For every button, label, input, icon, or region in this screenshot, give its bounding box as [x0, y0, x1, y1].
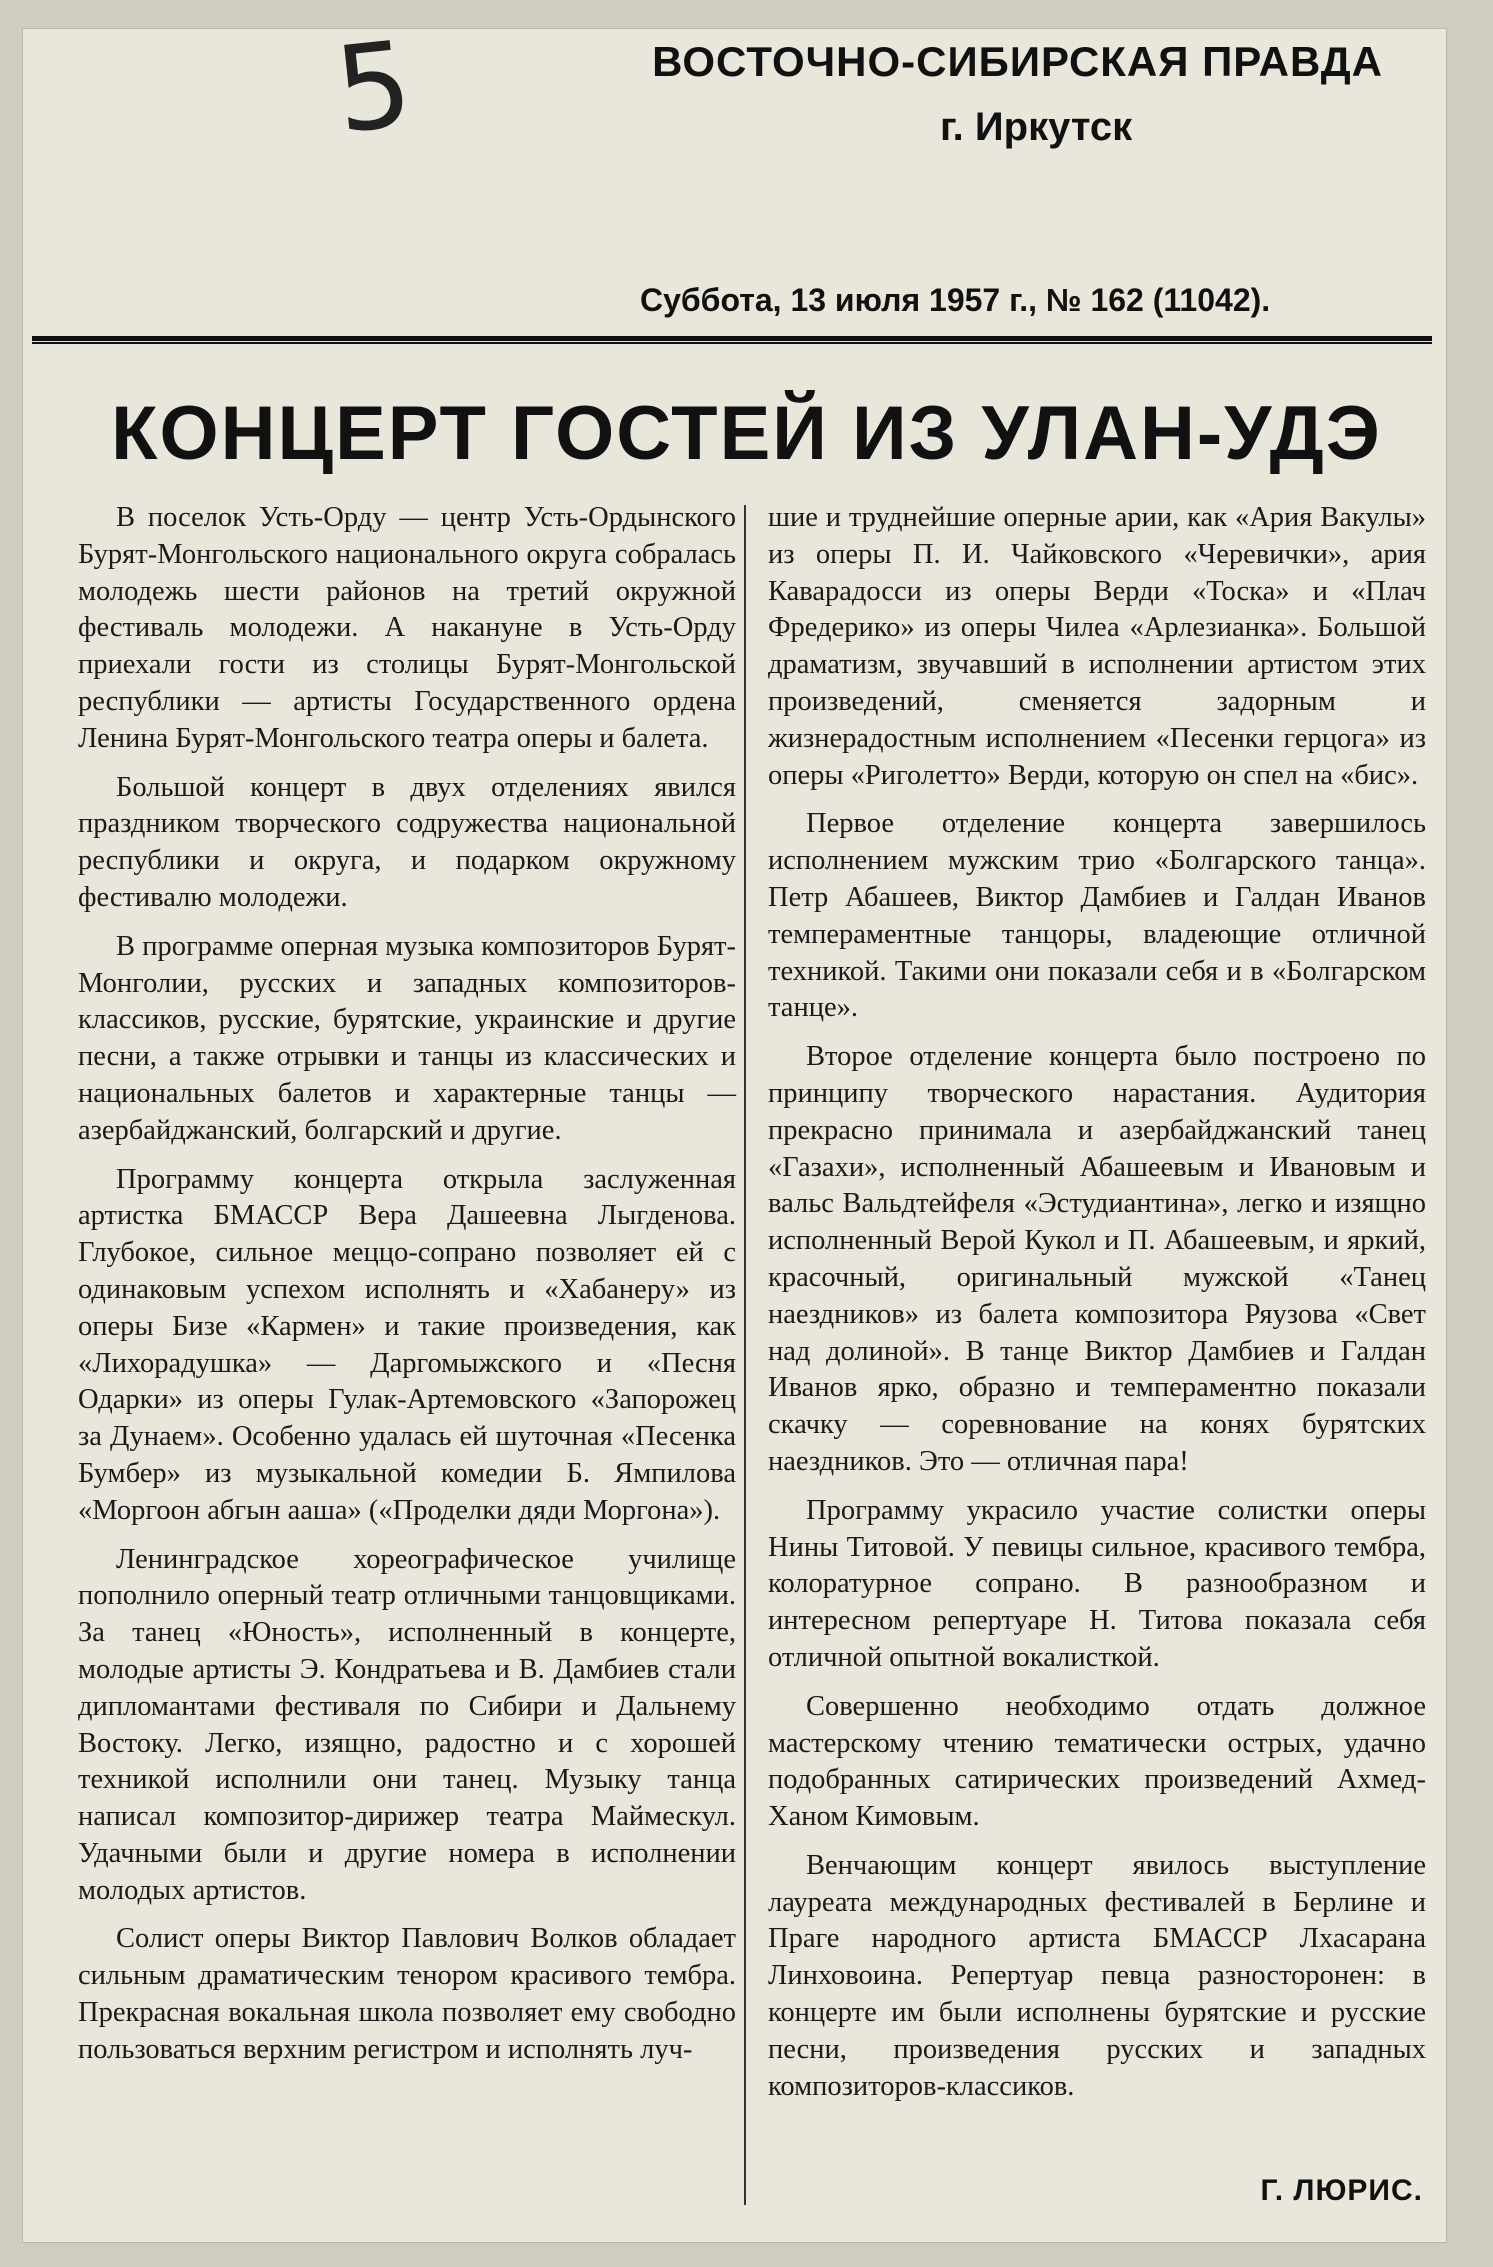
issue-dateline: Суббота, 13 июля 1957 г., № 162 (11042). [640, 282, 1271, 318]
paragraph: Солист оперы Виктор Павлович Волков обладает сильным драматическим тенором красивого тембра. Прекрасная вокальная школа позволяет ему свободно пользоваться верхним регистром и исполнять луч- [78, 1923, 736, 2065]
paragraph: В поселок Усть-Орду — центр Усть-Ордынского Бурят-Монгольского национального округа собралась молодежь шести районов на третий окружной фестиваль молодежи. А накануне в Усть-Орду приехали гости из столицы Бурят-Монгольской республики — артисты Государственного ордена Ленина Бурят-Монгольского театра оперы и балета. [78, 502, 736, 754]
handwritten-page-number: 5 [328, 14, 419, 160]
column-divider [744, 505, 746, 2205]
paragraph: Второе отделение концерта было построено по принципу творческого нарастания. Аудитория прекрасно принимала и азербайджанский танец «Газахи», исполненный Абашеевым и Ивановым и вальс Вальдтейфеля «Эстудиантина», легко и изящно исполненный Верой Кукол и П. Абашеевым, и яркий, красочный, оригинальный мужской «Танец наездников» из балета композитора Ряузова «Свет над долиной». В танце Виктор Дамбиев и Галдан Иванов ярко, образно и темпераментно показали скачку — соревнование на конях бурятских наездников. Это — отличная пара! [768, 1041, 1426, 1477]
paragraph: шие и труднейшие оперные арии, как «Ария Вакулы» из оперы П. И. Чайковского «Черевички», ария Каварадосси из оперы Верди «Тоска» и «Плач Фредерико» из оперы Чилеа «Арлезианка». Большой драматизм, звучавший в исполнении артистом этих произведений, сменяется задорным и жизнерадостным исполнением «Песенки герцога» из оперы «Риголетто» Верди, которую он спел на «бис». [768, 502, 1426, 791]
paragraph: Программу украсило участие солистки оперы Нины Титовой. У певицы сильное, красивого тембра, колоратурное сопрано. В разнообразном и интересном репертуаре Н. Титова показала себя отличной опытной вокалисткой. [768, 1494, 1426, 1673]
paragraph: Совершенно необходимо отдать должное мастерскому чтению тематически острых, удачно подобранных сатирических произведений Ахмед-Ханом Кимовым. [768, 1690, 1426, 1833]
paragraph: Большой концерт в двух отделениях явился праздником творческого содружества национальной республики и округа, и подарком окружному фестивалю молодежи. [78, 771, 736, 913]
author-signature: Г. ЛЮРИС. [1260, 2174, 1423, 2207]
paragraph: Первое отделение концерта завершилось исполнением мужским трио «Болгарского танца». Петр Абашеев, Виктор Дамбиев и Галдан Иванов темпераментные танцоры, владеющие отличной техникой. Такими они показали себя и в «Болгарском танце». [768, 808, 1426, 1024]
article-column-left [78, 500, 736, 2081]
paragraph: В программе оперная музыка композиторов Бурят-Монголии, русских и западных композиторов-классиков, русские, бурятские, украинские и другие песни, а также отрывки и танцы из классических и национальных балетов и характерные танцы — азербайджанский, болгарский и другие. [78, 930, 736, 1146]
newspaper-name: ВОСТОЧНО-СИБИРСКАЯ ПРАВДА [652, 38, 1383, 85]
paragraph: Ленинградское хореографическое училище пополнило оперный театр отличными танцовщиками. За танец «Юность», исполненный в концерте, молодые артисты Э. Кондратьева и В. Дамбиев стали дипломантами фестиваля по Сибири и Дальнему Востоку. Легко, изящно, радостно и с хорошей техникой исполнили они танец. Музыку танца написал композитор-дирижер театра Маймескул. Удачными были и другие номера в исполнении молодых артистов. [78, 1543, 736, 1906]
paragraph: Программу концерта открыла заслуженная артистка БМАССР Вера Дашеевна Лыгденова. Глубокое, сильное меццо-сопрано позволяет ей с одинаковым успехом исполнять и «Хабанеру» из оперы Бизе «Кармен» и такие произведения, как «Лихорадушка» — Даргомыжского и «Песня Одарки» из оперы Гулак-Артемовского «Запорожец за Дунаем». Особенно удалась ей шуточная «Песенка Бумбер» из музыкальной комедии Б. Ямпилова «Моргоон абгын ааша» («Проделки дяди Моргона»). [78, 1163, 736, 1526]
article-headline: КОНЦЕРТ ГОСТЕЙ ИЗ УЛАН-УДЭ [111, 391, 1382, 476]
article-column-right [768, 500, 1426, 2117]
masthead-rule [32, 336, 1432, 344]
newspaper-city: г. Иркутск [940, 105, 1133, 149]
paragraph: Венчающим концерт явилось выступление лауреата международных фестивалей в Берлине и Праге народного артиста БМАССР Лхасарана Линховоина. Репертуар певца разносторонен: в концерте им были исполнены бурятские и русские песни, произведения русских и западных композиторов-классиков. [768, 1849, 1426, 2102]
